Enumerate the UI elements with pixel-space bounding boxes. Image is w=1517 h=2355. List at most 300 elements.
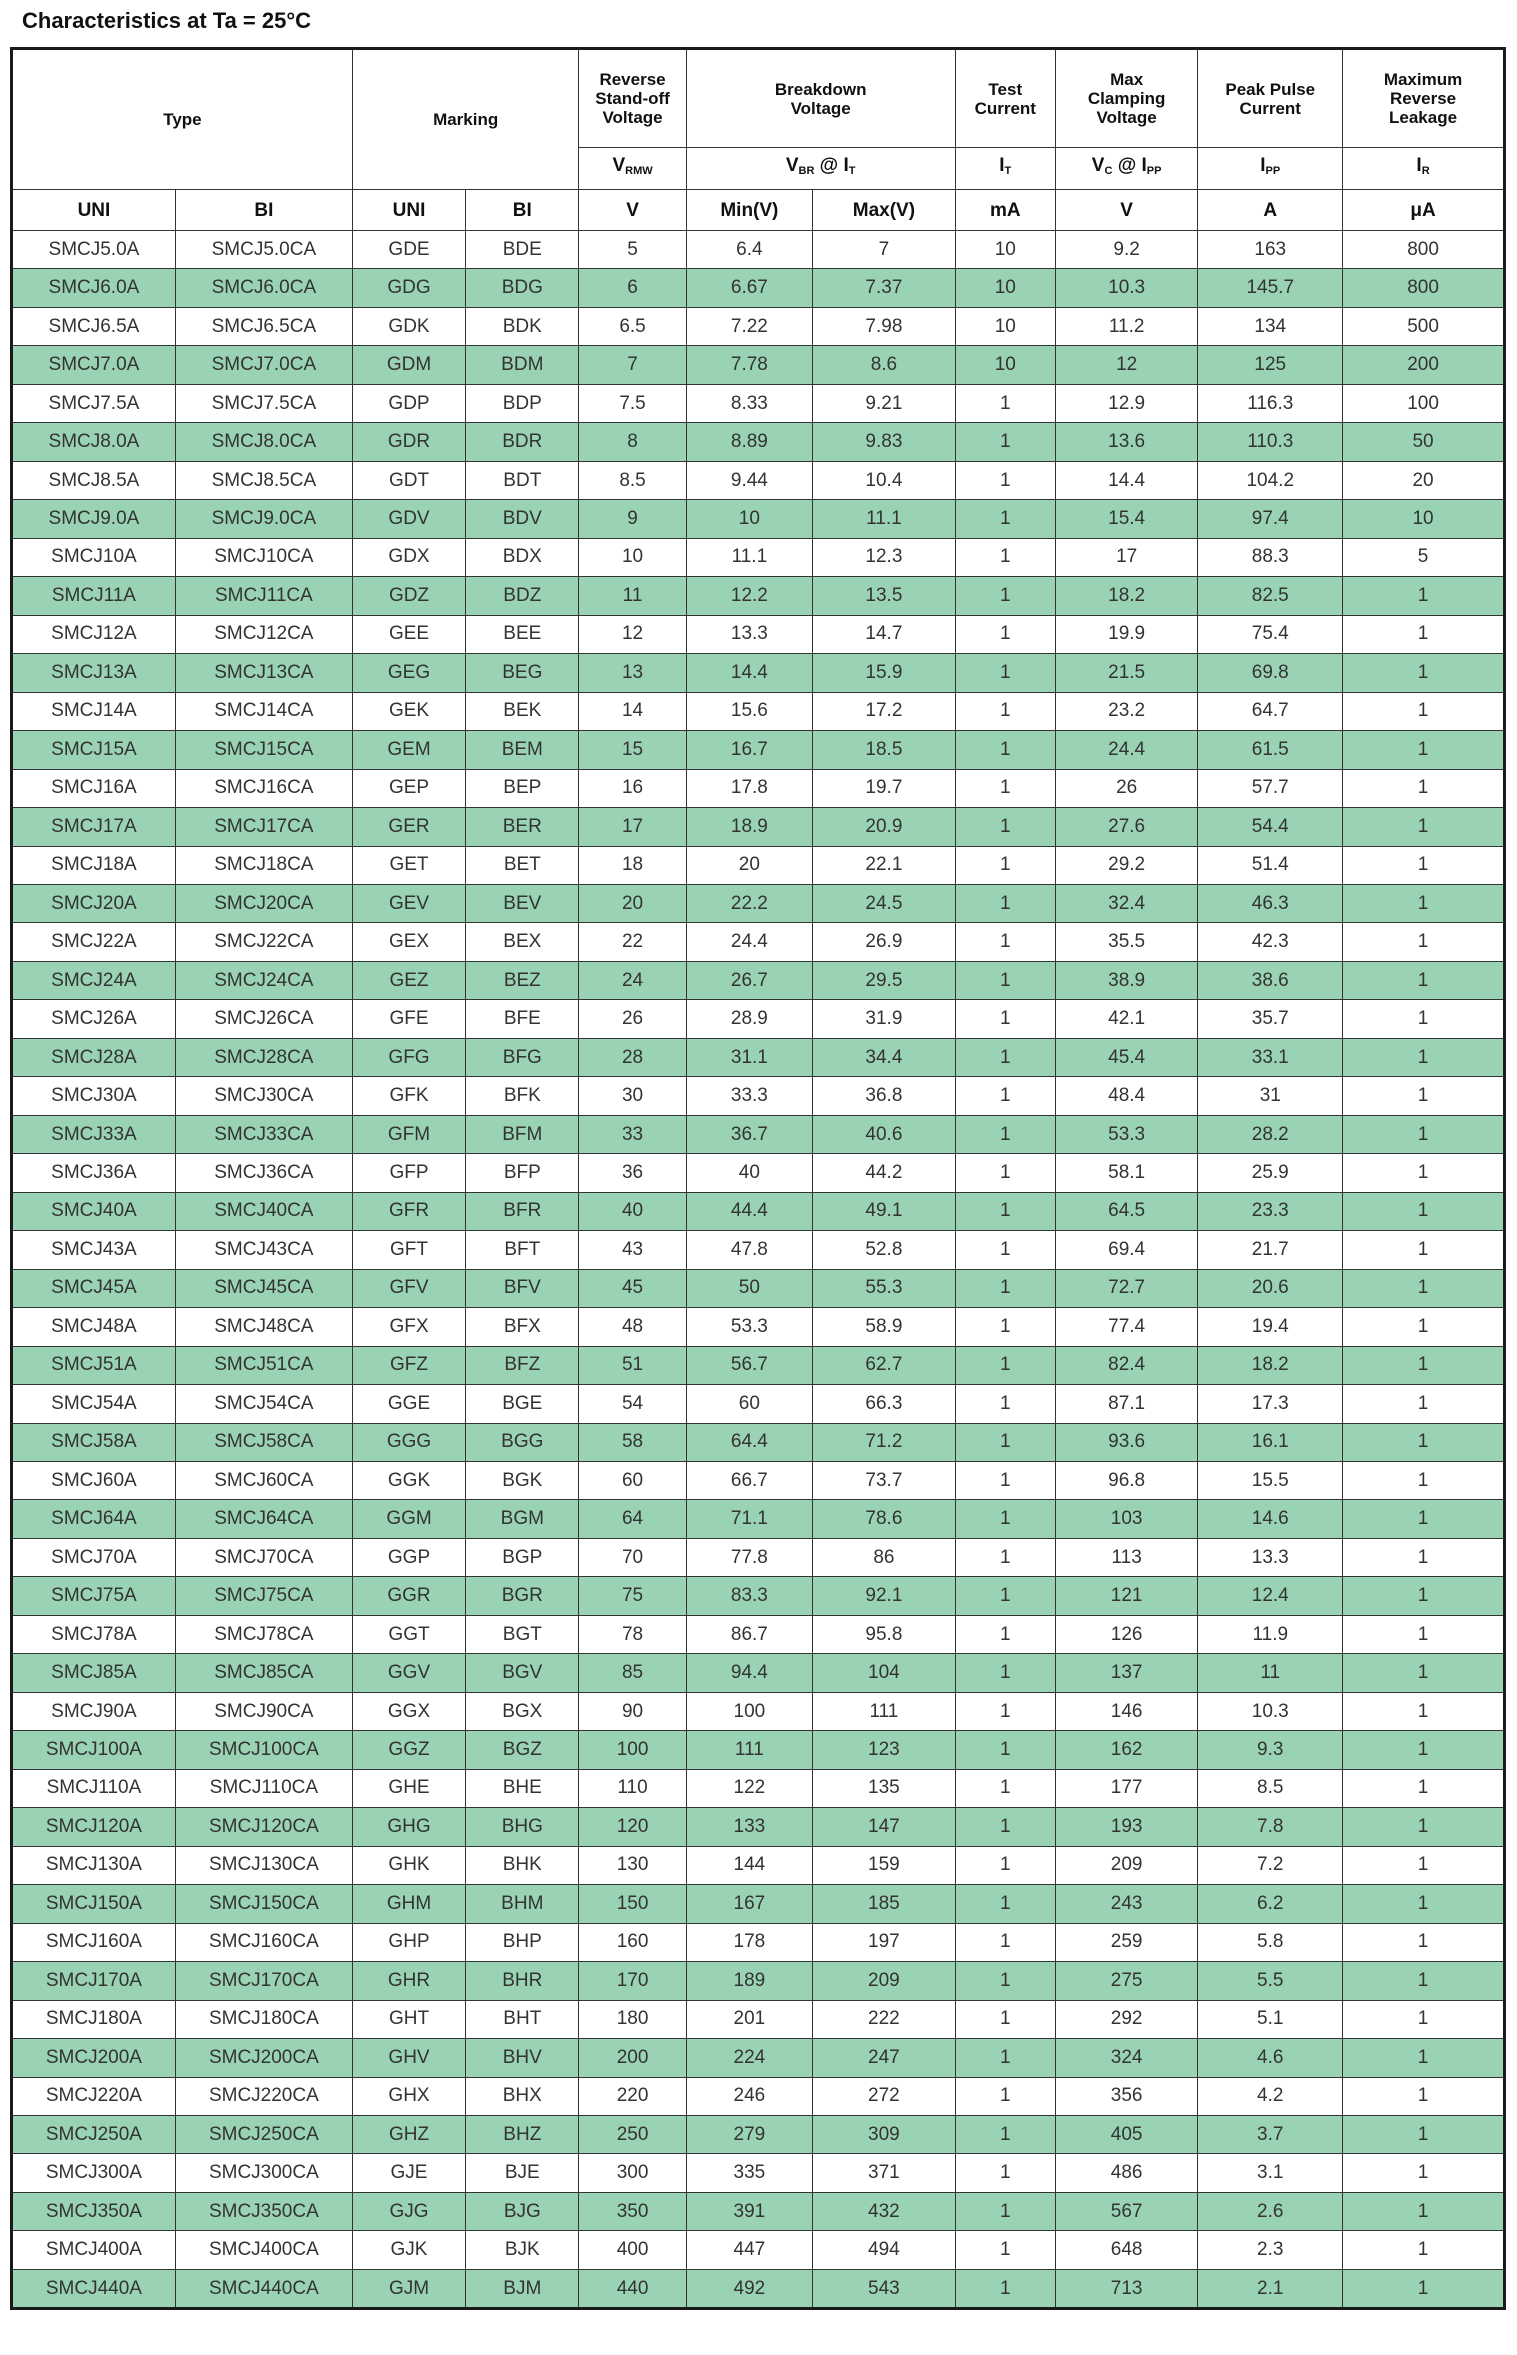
cell-marking-bi: BDG	[466, 269, 579, 307]
cell-clamping-voltage: 126	[1055, 1615, 1198, 1653]
table-row	[12, 1731, 1505, 1769]
cell-peak-pulse-current: 75.4	[1198, 615, 1343, 653]
symbol-ipp-sub: PP	[1265, 165, 1281, 177]
cell-clamping-voltage: 42.1	[1055, 1000, 1198, 1038]
cell-vbr-min: 56.7	[686, 1346, 812, 1384]
cell-vrwm: 110	[579, 1769, 686, 1807]
cell-reverse-leakage: 1	[1343, 2192, 1505, 2230]
cell-type-uni: SMCJ7.0A	[12, 346, 176, 384]
cell-test-current: 1	[955, 461, 1055, 499]
cell-vbr-max: 78.6	[813, 1500, 956, 1538]
cell-peak-pulse-current: 5.1	[1198, 2000, 1343, 2038]
cell-type-bi: SMCJ70CA	[175, 1538, 352, 1576]
table-row	[12, 2192, 1505, 2230]
cell-clamping-voltage: 9.2	[1055, 231, 1198, 269]
cell-marking-bi: BEK	[466, 692, 579, 730]
table-row	[12, 1308, 1505, 1346]
cell-type-uni: SMCJ120A	[12, 1808, 176, 1846]
cell-peak-pulse-current: 2.1	[1198, 2269, 1343, 2308]
table-row	[12, 731, 1505, 769]
cell-marking-uni: GHT	[352, 2000, 465, 2038]
cell-marking-uni: GGK	[352, 1462, 465, 1500]
cell-marking-bi: BJE	[466, 2154, 579, 2192]
cell-vbr-min: 391	[686, 2192, 812, 2230]
cell-reverse-leakage: 20	[1343, 461, 1505, 499]
cell-vbr-min: 9.44	[686, 461, 812, 499]
cell-type-bi: SMCJ12CA	[175, 615, 352, 653]
cell-vrwm: 48	[579, 1308, 686, 1346]
symbol-vbr-sub2: T	[848, 165, 856, 177]
cell-type-bi: SMCJ300CA	[175, 2154, 352, 2192]
header-max-reverse-leakage-text: Maximum Reverse Leakage	[1383, 70, 1463, 127]
cell-clamping-voltage: 15.4	[1055, 500, 1198, 538]
cell-clamping-voltage: 87.1	[1055, 1385, 1198, 1423]
cell-vbr-max: 197	[813, 1923, 956, 1961]
cell-clamping-voltage: 12	[1055, 346, 1198, 384]
cell-type-uni: SMCJ26A	[12, 1000, 176, 1038]
cell-vrwm: 250	[579, 2115, 686, 2153]
symbol-vbr-at: @ I	[814, 155, 849, 176]
cell-clamping-voltage: 324	[1055, 2039, 1198, 2077]
cell-type-uni: SMCJ130A	[12, 1846, 176, 1884]
cell-clamping-voltage: 96.8	[1055, 1462, 1198, 1500]
cell-marking-uni: GFT	[352, 1231, 465, 1269]
cell-test-current: 1	[955, 1000, 1055, 1038]
cell-marking-bi: BJG	[466, 2192, 579, 2230]
cell-vbr-max: 111	[813, 1692, 956, 1730]
cell-marking-uni: GGR	[352, 1577, 465, 1615]
table-row	[12, 1577, 1505, 1615]
cell-vbr-max: 44.2	[813, 1154, 956, 1192]
cell-clamping-voltage: 23.2	[1055, 692, 1198, 730]
cell-type-uni: SMCJ400A	[12, 2231, 176, 2269]
cell-peak-pulse-current: 21.7	[1198, 1231, 1343, 1269]
cell-type-uni: SMCJ30A	[12, 1077, 176, 1115]
cell-vrwm: 350	[579, 2192, 686, 2230]
table-row	[12, 1654, 1505, 1692]
cell-vbr-min: 122	[686, 1769, 812, 1807]
cell-peak-pulse-current: 7.2	[1198, 1846, 1343, 1884]
cell-vrwm: 150	[579, 1885, 686, 1923]
cell-vbr-max: 13.5	[813, 577, 956, 615]
cell-vrwm: 54	[579, 1385, 686, 1423]
cell-marking-bi: BEE	[466, 615, 579, 653]
cell-vbr-min: 22.2	[686, 884, 812, 922]
cell-reverse-leakage: 1	[1343, 1038, 1505, 1076]
cell-peak-pulse-current: 145.7	[1198, 269, 1343, 307]
cell-type-bi: SMCJ7.0CA	[175, 346, 352, 384]
cell-type-bi: SMCJ180CA	[175, 2000, 352, 2038]
cell-vbr-min: 100	[686, 1692, 812, 1730]
cell-type-uni: SMCJ28A	[12, 1038, 176, 1076]
cell-type-bi: SMCJ24CA	[175, 961, 352, 999]
cell-clamping-voltage: 29.2	[1055, 846, 1198, 884]
cell-peak-pulse-current: 11.9	[1198, 1615, 1343, 1653]
cell-clamping-voltage: 292	[1055, 2000, 1198, 2038]
cell-marking-uni: GDX	[352, 538, 465, 576]
cell-clamping-voltage: 193	[1055, 1808, 1198, 1846]
cell-type-bi: SMCJ160CA	[175, 1923, 352, 1961]
cell-peak-pulse-current: 54.4	[1198, 808, 1343, 846]
cell-vbr-max: 66.3	[813, 1385, 956, 1423]
cell-marking-bi: BHV	[466, 2039, 579, 2077]
cell-vbr-max: 86	[813, 1538, 956, 1576]
cell-marking-bi: BFK	[466, 1077, 579, 1115]
cell-marking-bi: BGR	[466, 1577, 579, 1615]
cell-vbr-max: 159	[813, 1846, 956, 1884]
table-row	[12, 1846, 1505, 1884]
cell-type-uni: SMCJ14A	[12, 692, 176, 730]
cell-vbr-min: 7.22	[686, 307, 812, 345]
cell-type-uni: SMCJ150A	[12, 1885, 176, 1923]
cell-type-uni: SMCJ5.0A	[12, 231, 176, 269]
symbol-ipp	[1198, 148, 1343, 190]
cell-vrwm: 160	[579, 1923, 686, 1961]
cell-test-current: 1	[955, 846, 1055, 884]
cell-marking-uni: GJE	[352, 2154, 465, 2192]
cell-vbr-max: 17.2	[813, 692, 956, 730]
cell-marking-bi: BDE	[466, 231, 579, 269]
unit-vc: V	[1055, 190, 1198, 231]
table-row	[12, 538, 1505, 576]
cell-clamping-voltage: 77.4	[1055, 1308, 1198, 1346]
cell-marking-bi: BHE	[466, 1769, 579, 1807]
cell-marking-bi: BEP	[466, 769, 579, 807]
cell-vrwm: 220	[579, 2077, 686, 2115]
cell-marking-uni: GGM	[352, 1500, 465, 1538]
cell-vrwm: 300	[579, 2154, 686, 2192]
cell-reverse-leakage: 1	[1343, 654, 1505, 692]
cell-marking-bi: BGE	[466, 1385, 579, 1423]
cell-clamping-voltage: 21.5	[1055, 654, 1198, 692]
cell-type-uni: SMCJ100A	[12, 1731, 176, 1769]
cell-vrwm: 15	[579, 731, 686, 769]
cell-clamping-voltage: 14.4	[1055, 461, 1198, 499]
cell-vbr-max: 14.7	[813, 615, 956, 653]
cell-peak-pulse-current: 5.5	[1198, 1962, 1343, 2000]
table-row	[12, 1192, 1505, 1230]
header-test-current	[955, 49, 1055, 148]
cell-marking-uni: GFX	[352, 1308, 465, 1346]
cell-clamping-voltage: 405	[1055, 2115, 1198, 2153]
cell-vbr-min: 8.33	[686, 384, 812, 422]
cell-vbr-min: 246	[686, 2077, 812, 2115]
cell-clamping-voltage: 137	[1055, 1654, 1198, 1692]
cell-peak-pulse-current: 46.3	[1198, 884, 1343, 922]
cell-clamping-voltage: 11.2	[1055, 307, 1198, 345]
cell-vbr-max: 147	[813, 1808, 956, 1846]
cell-vbr-max: 104	[813, 1654, 956, 1692]
cell-reverse-leakage: 1	[1343, 731, 1505, 769]
cell-vrwm: 400	[579, 2231, 686, 2269]
cell-vrwm: 14	[579, 692, 686, 730]
cell-marking-uni: GHX	[352, 2077, 465, 2115]
cell-reverse-leakage: 50	[1343, 423, 1505, 461]
cell-peak-pulse-current: 23.3	[1198, 1192, 1343, 1230]
cell-clamping-voltage: 12.9	[1055, 384, 1198, 422]
cell-type-uni: SMCJ300A	[12, 2154, 176, 2192]
symbol-vc-sub: C	[1104, 165, 1113, 177]
cell-test-current: 1	[955, 923, 1055, 961]
cell-marking-bi: BGT	[466, 1615, 579, 1653]
cell-marking-uni: GEG	[352, 654, 465, 692]
cell-marking-bi: BJM	[466, 2269, 579, 2308]
cell-test-current: 1	[955, 1577, 1055, 1615]
cell-reverse-leakage: 1	[1343, 2000, 1505, 2038]
cell-type-bi: SMCJ170CA	[175, 1962, 352, 2000]
cell-type-uni: SMCJ200A	[12, 2039, 176, 2077]
cell-type-bi: SMCJ60CA	[175, 1462, 352, 1500]
cell-peak-pulse-current: 11	[1198, 1654, 1343, 1692]
table-row	[12, 2000, 1505, 2038]
cell-vrwm: 26	[579, 1000, 686, 1038]
cell-vbr-min: 279	[686, 2115, 812, 2153]
cell-reverse-leakage: 1	[1343, 1308, 1505, 1346]
cell-test-current: 1	[955, 615, 1055, 653]
cell-type-bi: SMCJ7.5CA	[175, 384, 352, 422]
cell-type-bi: SMCJ18CA	[175, 846, 352, 884]
cell-reverse-leakage: 1	[1343, 1962, 1505, 2000]
cell-peak-pulse-current: 125	[1198, 346, 1343, 384]
cell-type-bi: SMCJ11CA	[175, 577, 352, 615]
cell-type-uni: SMCJ350A	[12, 2192, 176, 2230]
table-row	[12, 961, 1505, 999]
cell-peak-pulse-current: 97.4	[1198, 500, 1343, 538]
cell-test-current: 1	[955, 1038, 1055, 1076]
cell-type-uni: SMCJ75A	[12, 1577, 176, 1615]
cell-test-current: 1	[955, 2115, 1055, 2153]
table-row	[12, 500, 1505, 538]
cell-marking-bi: BFR	[466, 1192, 579, 1230]
cell-vbr-min: 94.4	[686, 1654, 812, 1692]
cell-type-uni: SMCJ51A	[12, 1346, 176, 1384]
table-row	[12, 1923, 1505, 1961]
cell-reverse-leakage: 1	[1343, 846, 1505, 884]
cell-vbr-min: 15.6	[686, 692, 812, 730]
cell-vrwm: 7.5	[579, 384, 686, 422]
cell-reverse-leakage: 1	[1343, 2039, 1505, 2077]
symbol-ir-main: I	[1416, 155, 1422, 176]
cell-vbr-min: 111	[686, 1731, 812, 1769]
cell-type-uni: SMCJ36A	[12, 1154, 176, 1192]
header-max-reverse-leakage	[1343, 49, 1505, 148]
cell-type-uni: SMCJ6.0A	[12, 269, 176, 307]
cell-vbr-min: 10	[686, 500, 812, 538]
cell-vrwm: 130	[579, 1846, 686, 1884]
cell-marking-bi: BHR	[466, 1962, 579, 2000]
cell-type-uni: SMCJ24A	[12, 961, 176, 999]
cell-marking-uni: GDR	[352, 423, 465, 461]
cell-vbr-max: 52.8	[813, 1231, 956, 1269]
cell-marking-uni: GEZ	[352, 961, 465, 999]
cell-clamping-voltage: 259	[1055, 1923, 1198, 1961]
cell-vbr-min: 7.78	[686, 346, 812, 384]
header-reverse-standoff-text: Reverse Stand-off Voltage	[595, 70, 670, 127]
cell-peak-pulse-current: 42.3	[1198, 923, 1343, 961]
cell-marking-uni: GGX	[352, 1692, 465, 1730]
cell-peak-pulse-current: 13.3	[1198, 1538, 1343, 1576]
cell-reverse-leakage: 1	[1343, 1654, 1505, 1692]
cell-marking-bi: BHZ	[466, 2115, 579, 2153]
cell-clamping-voltage: 486	[1055, 2154, 1198, 2192]
cell-vbr-min: 8.89	[686, 423, 812, 461]
cell-marking-bi: BEX	[466, 923, 579, 961]
cell-peak-pulse-current: 18.2	[1198, 1346, 1343, 1384]
cell-vrwm: 51	[579, 1346, 686, 1384]
table-row	[12, 423, 1505, 461]
cell-peak-pulse-current: 69.8	[1198, 654, 1343, 692]
cell-peak-pulse-current: 38.6	[1198, 961, 1343, 999]
cell-type-uni: SMCJ43A	[12, 1231, 176, 1269]
cell-vbr-min: 133	[686, 1808, 812, 1846]
cell-type-bi: SMCJ75CA	[175, 1577, 352, 1615]
cell-clamping-voltage: 82.4	[1055, 1346, 1198, 1384]
symbol-it-main: I	[999, 155, 1005, 176]
cell-type-bi: SMCJ14CA	[175, 692, 352, 730]
cell-peak-pulse-current: 163	[1198, 231, 1343, 269]
cell-vbr-max: 49.1	[813, 1192, 956, 1230]
cell-peak-pulse-current: 64.7	[1198, 692, 1343, 730]
cell-type-bi: SMCJ90CA	[175, 1692, 352, 1730]
cell-marking-uni: GFM	[352, 1115, 465, 1153]
cell-vbr-max: 209	[813, 1962, 956, 2000]
cell-type-uni: SMCJ70A	[12, 1538, 176, 1576]
table-row	[12, 1115, 1505, 1153]
cell-type-uni: SMCJ8.0A	[12, 423, 176, 461]
cell-marking-bi: BGV	[466, 1654, 579, 1692]
cell-vbr-min: 11.1	[686, 538, 812, 576]
cell-vbr-max: 8.6	[813, 346, 956, 384]
cell-marking-uni: GHP	[352, 1923, 465, 1961]
table-row	[12, 231, 1505, 269]
cell-vrwm: 36	[579, 1154, 686, 1192]
header-marking: Marking	[352, 49, 579, 190]
cell-peak-pulse-current: 25.9	[1198, 1154, 1343, 1192]
cell-marking-bi: BDV	[466, 500, 579, 538]
cell-reverse-leakage: 1	[1343, 1462, 1505, 1500]
cell-type-uni: SMCJ9.0A	[12, 500, 176, 538]
cell-clamping-voltage: 121	[1055, 1577, 1198, 1615]
cell-type-uni: SMCJ20A	[12, 884, 176, 922]
cell-test-current: 1	[955, 2077, 1055, 2115]
cell-vbr-min: 28.9	[686, 1000, 812, 1038]
symbol-ir	[1343, 148, 1505, 190]
cell-peak-pulse-current: 9.3	[1198, 1731, 1343, 1769]
cell-marking-bi: BER	[466, 808, 579, 846]
unit-ipp: A	[1198, 190, 1343, 231]
cell-reverse-leakage: 1	[1343, 1808, 1505, 1846]
cell-test-current: 10	[955, 269, 1055, 307]
cell-test-current: 1	[955, 1308, 1055, 1346]
cell-peak-pulse-current: 28.2	[1198, 1115, 1343, 1153]
cell-clamping-voltage: 64.5	[1055, 1192, 1198, 1230]
cell-marking-uni: GEP	[352, 769, 465, 807]
cell-peak-pulse-current: 6.2	[1198, 1885, 1343, 1923]
cell-vrwm: 180	[579, 2000, 686, 2038]
cell-marking-bi: BGG	[466, 1423, 579, 1461]
cell-vbr-max: 20.9	[813, 808, 956, 846]
cell-test-current: 1	[955, 1115, 1055, 1153]
cell-vbr-min: 335	[686, 2154, 812, 2192]
table-row	[12, 461, 1505, 499]
cell-peak-pulse-current: 4.6	[1198, 2039, 1343, 2077]
cell-clamping-voltage: 13.6	[1055, 423, 1198, 461]
cell-vbr-max: 58.9	[813, 1308, 956, 1346]
cell-test-current: 1	[955, 1231, 1055, 1269]
cell-reverse-leakage: 1	[1343, 1115, 1505, 1153]
cell-vbr-min: 16.7	[686, 731, 812, 769]
symbol-vrwm-main: V	[612, 155, 626, 176]
cell-vrwm: 8.5	[579, 461, 686, 499]
cell-marking-uni: GEM	[352, 731, 465, 769]
symbol-vbr-main: V	[785, 155, 799, 176]
cell-marking-bi: BEG	[466, 654, 579, 692]
cell-reverse-leakage: 1	[1343, 1154, 1505, 1192]
cell-vbr-min: 447	[686, 2231, 812, 2269]
cell-reverse-leakage: 500	[1343, 307, 1505, 345]
cell-marking-bi: BHP	[466, 1923, 579, 1961]
cell-reverse-leakage: 800	[1343, 269, 1505, 307]
cell-peak-pulse-current: 134	[1198, 307, 1343, 345]
table-row	[12, 346, 1505, 384]
cell-reverse-leakage: 1	[1343, 1577, 1505, 1615]
cell-peak-pulse-current: 104.2	[1198, 461, 1343, 499]
cell-test-current: 1	[955, 2154, 1055, 2192]
cell-vbr-min: 44.4	[686, 1192, 812, 1230]
cell-test-current: 1	[955, 1731, 1055, 1769]
cell-vrwm: 13	[579, 654, 686, 692]
cell-test-current: 1	[955, 1962, 1055, 2000]
cell-test-current: 1	[955, 1346, 1055, 1384]
cell-marking-bi: BDP	[466, 384, 579, 422]
cell-clamping-voltage: 113	[1055, 1538, 1198, 1576]
cell-clamping-voltage: 209	[1055, 1846, 1198, 1884]
table-row	[12, 1038, 1505, 1076]
cell-reverse-leakage: 1	[1343, 1423, 1505, 1461]
cell-test-current: 1	[955, 2000, 1055, 2038]
cell-vrwm: 33	[579, 1115, 686, 1153]
cell-test-current: 10	[955, 346, 1055, 384]
symbol-ir-sub: R	[1421, 165, 1430, 177]
cell-test-current: 1	[955, 692, 1055, 730]
cell-clamping-voltage: 146	[1055, 1692, 1198, 1730]
table-row	[12, 923, 1505, 961]
cell-marking-uni: GDV	[352, 500, 465, 538]
table-row	[12, 846, 1505, 884]
cell-test-current: 1	[955, 2231, 1055, 2269]
cell-vrwm: 5	[579, 231, 686, 269]
cell-vrwm: 43	[579, 1231, 686, 1269]
cell-reverse-leakage: 1	[1343, 2077, 1505, 2115]
cell-type-bi: SMCJ78CA	[175, 1615, 352, 1653]
cell-marking-uni: GJG	[352, 2192, 465, 2230]
cell-vbr-max: 36.8	[813, 1077, 956, 1115]
cell-marking-uni: GDE	[352, 231, 465, 269]
cell-vbr-min: 24.4	[686, 923, 812, 961]
cell-test-current: 1	[955, 654, 1055, 692]
cell-reverse-leakage: 1	[1343, 1000, 1505, 1038]
table-row	[12, 1500, 1505, 1538]
table-row	[12, 307, 1505, 345]
cell-vbr-max: 55.3	[813, 1269, 956, 1307]
cell-marking-uni: GDT	[352, 461, 465, 499]
header-max-clamping	[1055, 49, 1198, 148]
table-row	[12, 615, 1505, 653]
cell-marking-bi: BDZ	[466, 577, 579, 615]
cell-clamping-voltage: 24.4	[1055, 731, 1198, 769]
cell-type-uni: SMCJ78A	[12, 1615, 176, 1653]
cell-marking-bi: BET	[466, 846, 579, 884]
